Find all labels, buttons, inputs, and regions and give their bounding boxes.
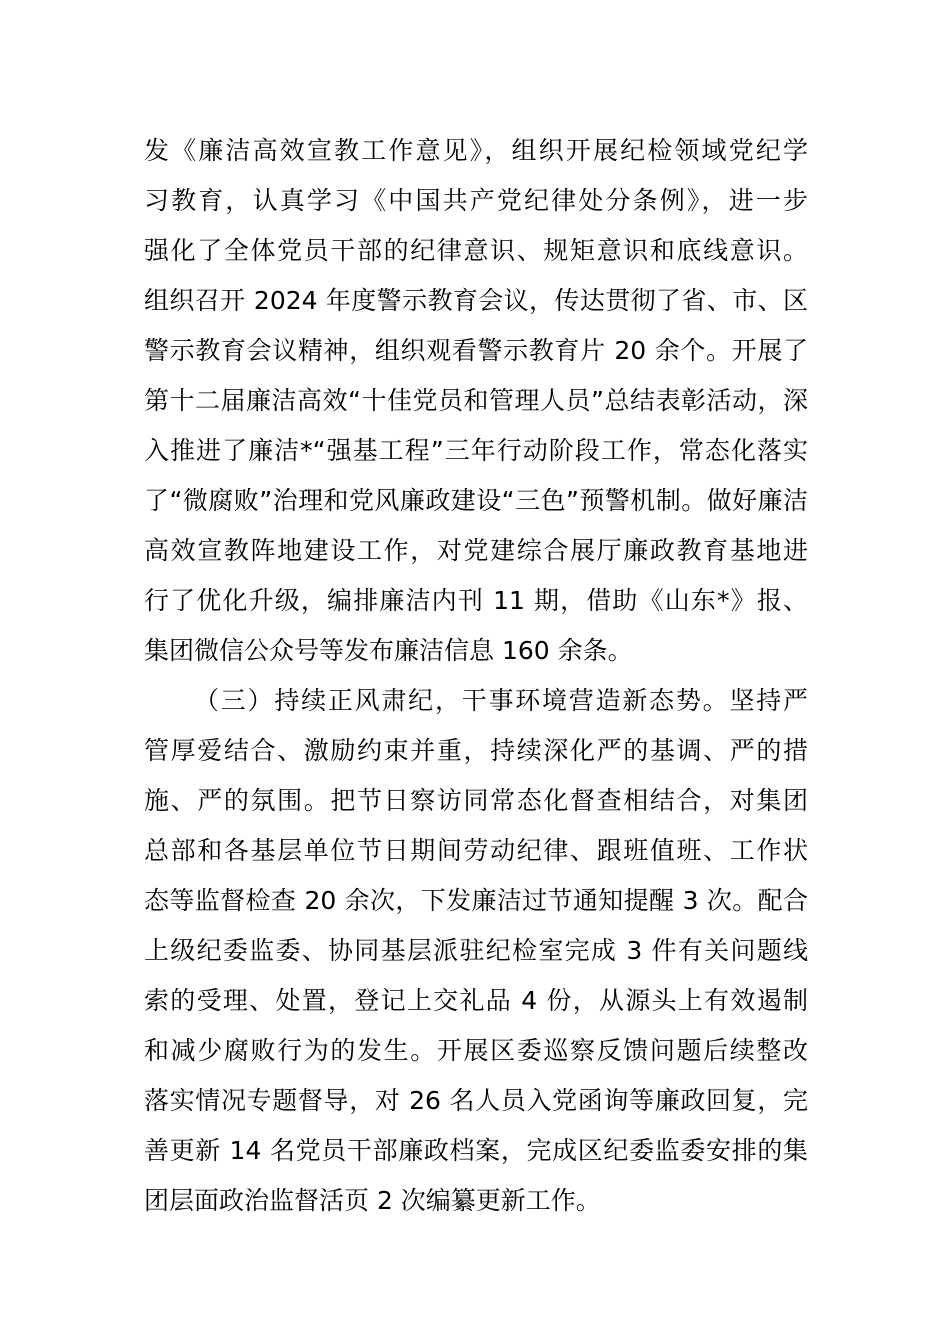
text-line: 管厚爱结合、激励约束并重，持续深化严的基调、严的措 [144,736,808,765]
text-line: 和减少腐败行为的发生。开展区委巡察反馈问题后续整改 [144,1036,808,1065]
text-line: 强化了全体党员干部的纪律意识、规矩意识和底线意识。 [144,236,808,265]
text-line: 总部和各基层单位节日期间劳动纪律、跟班值班、工作状 [144,836,808,865]
text-line: 习教育，认真学习《中国共产党纪律处分条例》，进一步 [144,186,808,215]
text-line: 组织召开 2024 年度警示教育会议，传达贯彻了省、市、区 [144,286,808,315]
document-body [144,126,808,1226]
text-line: 了“微腐败”治理和党风廉政建设“三色”预警机制。做好廉洁 [144,486,808,515]
paragraph-discipline-section-three [144,676,808,1226]
text-line: 落实情况专题督导，对 26 名人员入党函询等廉政回复，完 [144,1086,808,1115]
paragraph-publicity-education [144,126,808,676]
text-line: 第十二届廉洁高效“十佳党员和管理人员”总结表彰活动，深 [144,386,808,415]
text-line: 行了优化升级，编排廉洁内刊 11 期，借助《山东*》报、 [144,586,808,615]
text-line: 善更新 14 名党员干部廉政档案，完成区纪委监委安排的集 [144,1136,808,1165]
text-line: 施、严的氛围。把节日察访同常态化督查相结合，对集团 [144,786,808,815]
text-line: 上级纪委监委、协同基层派驻纪检室完成 3 件有关问题线 [144,936,808,965]
text-line: 团层面政治监督活页 2 次编纂更新工作。 [144,1186,601,1215]
section-heading-line: （三）持续正风肃纪，干事环境营造新态势。坚持严 [194,686,808,715]
text-line: 高效宣教阵地建设工作，对党建综合展厅廉政教育基地进 [144,536,808,565]
text-line: 警示教育会议精神，组织观看警示教育片 20 余个。开展了 [144,336,808,365]
text-line: 入推进了廉洁*“强基工程”三年行动阶段工作，常态化落实 [144,436,808,465]
text-line: 态等监督检查 20 余次，下发廉洁过节通知提醒 3 次。配合 [144,886,808,915]
text-line: 集团微信公众号等发布廉洁信息 160 余条。 [144,636,633,665]
text-line: 索的受理、处置，登记上交礼品 4 份，从源头上有效遏制 [144,986,808,1015]
text-line: 发《廉洁高效宣教工作意见》，组织开展纪检领域党纪学 [144,136,808,165]
